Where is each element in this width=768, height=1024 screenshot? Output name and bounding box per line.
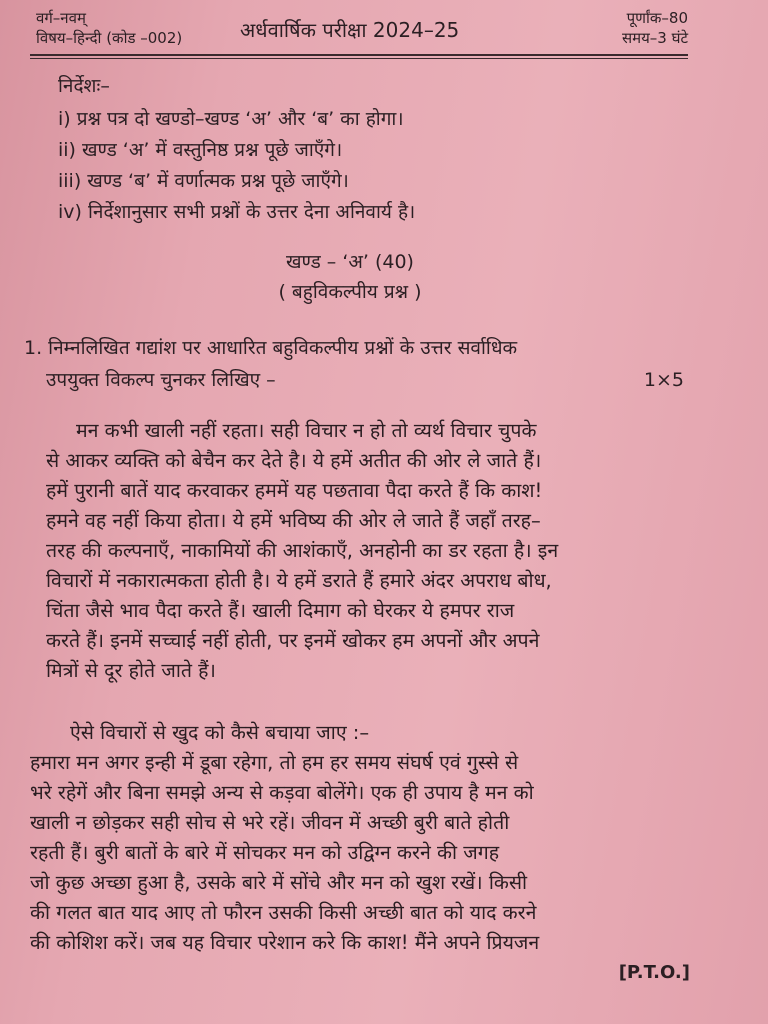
question-1 xyxy=(24,332,684,396)
passage-line: करते हैं। इनमें सच्चाई नहीं होती, पर इनमें खोकर हम अपनों और अपने xyxy=(46,629,540,652)
passage-line: जो कुछ अच्छा हुआ है, उसके बारे में सोंचे और मन को खुश रखें। किसी xyxy=(30,871,528,894)
header-rule-thick xyxy=(30,54,688,56)
passage-2-heading: ऐसे विचारों से खुद को कैसे बचाया जाए :– xyxy=(70,721,370,744)
passage-line: रहती हैं। बुरी बातों के बारे में सोचकर मन को उद्विग्न करने की जगह xyxy=(30,841,500,864)
passage-line: मन कभी खाली नहीं रहता। सही विचार न हो तो व्यर्थ विचार चुपके xyxy=(76,419,537,442)
class-label: वर्ग–नवम् xyxy=(36,9,86,27)
instruction-item: i) प्रश्न पत्र दो खण्डो–खण्ड ‘अ’ और ‘ब’ का होगा। xyxy=(58,108,404,130)
passage-line: हमने वह नहीं किया होता। ये हमें भविष्य की ओर ले जाते हैं जहाँ तरह– xyxy=(46,509,541,532)
passage-line: हमारा मन अगर इन्ही में डूबा रहेगा, तो हम हर समय संघर्ष एवं गुस्से से xyxy=(30,751,519,774)
instructions xyxy=(58,72,415,228)
passage-line: भरे रहेगें और बिना समझे अन्य से कड़वा बोलेंगे। एक ही उपाय है मन को xyxy=(30,781,534,804)
max-marks: पूर्णांक–80 xyxy=(626,9,688,27)
subject-label: विषय–हिन्दी (कोड –002) xyxy=(36,29,183,47)
passage-line: हमें पुरानी बातें याद करवाकर हममें यह पछतावा पैदा करते हैं कि काश! xyxy=(46,479,543,502)
instruction-item: ii) खण्ड ‘अ’ में वस्तुनिष्ठ प्रश्न पूछे जाएँगे। xyxy=(58,139,343,161)
passage-line: मित्रों से दूर होते जाते हैं। xyxy=(46,659,216,682)
header-right xyxy=(622,8,688,48)
instruction-item: iii) खण्ड ‘ब’ में वर्णात्मक प्रश्न पूछे जाएँगे। xyxy=(58,170,349,192)
instructions-title: निर्देशः– xyxy=(58,75,110,97)
exam-title: अर्धवार्षिक परीक्षा 2024–25 xyxy=(240,18,460,42)
passage-line: चिंता जैसे भाव पैदा करते हैं। खाली दिमाग को घेरकर ये हमपर राज xyxy=(46,599,515,622)
passage-1 xyxy=(46,416,558,686)
passage-2 xyxy=(30,748,539,958)
passage-line: खाली न छोड़कर सही सोच से भरे रहें। जीवन में अच्छी बुरी बाते होती xyxy=(30,811,510,834)
header-rule-thin xyxy=(30,58,688,59)
exam-time: समय–3 घंटे xyxy=(621,29,688,47)
question-1-line1: 1. निम्नलिखित गद्यांश पर आधारित बहुविकल्पीय प्रश्नों के उत्तर सर्वाधिक xyxy=(24,337,518,359)
passage-line: की कोशिश करें। जब यह विचार परेशान करे कि काश! मैंने अपने प्रियजन xyxy=(30,931,540,954)
question-1-marks: 1×5 xyxy=(643,369,684,391)
section-title: खण्ड – ‘अ’ (40) xyxy=(286,251,414,273)
question-1-line2: उपयुक्त विकल्प चुनकर लिखिए – xyxy=(46,369,276,391)
passage-line: से आकर व्यक्ति को बेचैन कर देते है। ये हमें अतीत की ओर ले जाते हैं। xyxy=(46,449,542,472)
exam-header xyxy=(30,6,688,52)
section-subtitle: ( बहुविकल्पीय प्रश्न ) xyxy=(278,281,422,303)
passage-line: की गलत बात याद आए तो फौरन उसकी किसी अच्छी बात को याद करने xyxy=(30,901,537,924)
passage-line: विचारों में नकारात्मकता होती है। ये हमें डराते हैं हमारे अंदर अपराध बोध, xyxy=(46,569,552,592)
pto-label: [P.T.O.] xyxy=(618,962,690,983)
passage-line: तरह की कल्पनाएँ, नाकामियों की आशंकाएँ, अनहोनी का डर रहता है। इन xyxy=(46,539,559,562)
header-left xyxy=(36,8,182,48)
instruction-item: iv) निर्देशानुसार सभी प्रश्नों के उत्तर देना अनिवार्य है। xyxy=(58,201,416,223)
